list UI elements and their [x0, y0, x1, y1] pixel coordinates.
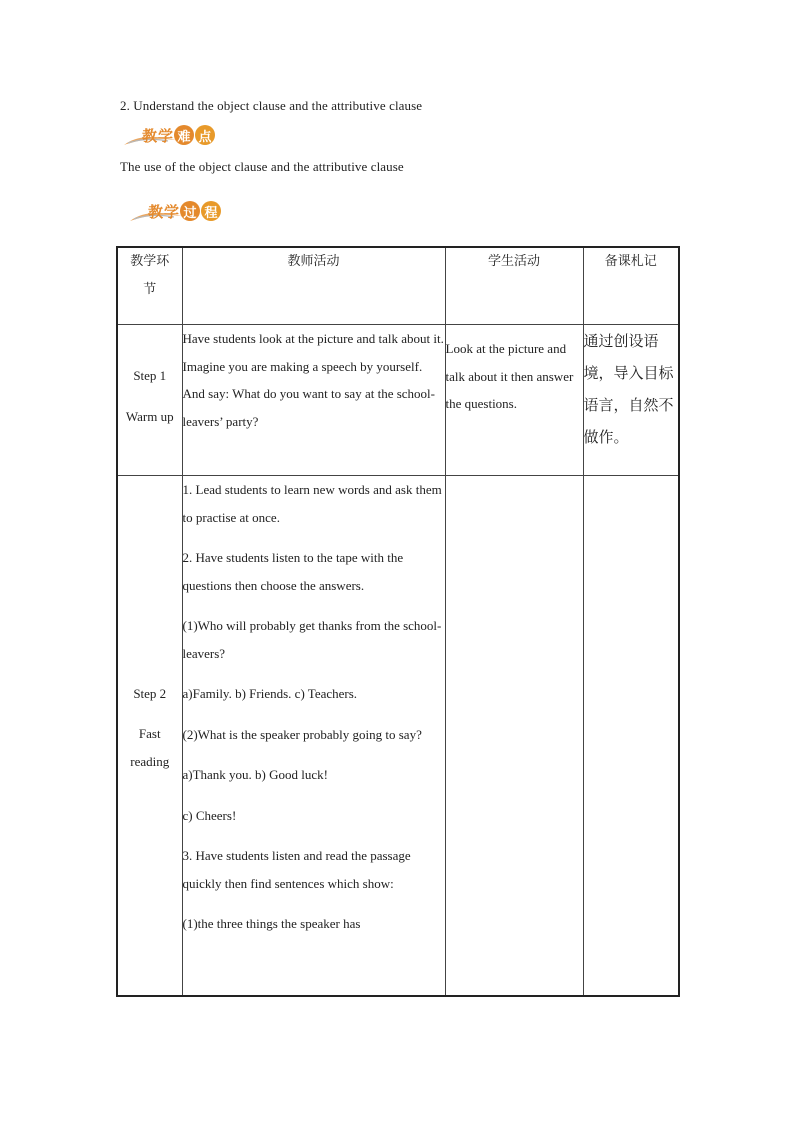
banner-char: 教	[148, 202, 164, 221]
banner-char: 学	[164, 202, 180, 221]
teacher-activity-text: Have students look at the picture and talk about it. Imagine you are making a speech by yourself. And say: What do you want to say at the school-leavers’ party?	[182, 331, 444, 429]
teacher-activity-cell	[182, 325, 445, 476]
header-teacher-activity: 教师活动	[182, 247, 445, 325]
table-row	[117, 476, 679, 996]
step-title: Warm up	[125, 409, 174, 424]
teacher-activity-text: 1. Lead students to learn new words and ask them to practise at once.	[182, 482, 442, 525]
header-prep-notes: 备课札记	[583, 247, 679, 325]
teacher-activity-text: (1)the three things the speaker has	[182, 916, 361, 931]
teaching-process-table	[116, 246, 680, 997]
prep-notes-cell	[583, 325, 679, 476]
teacher-activity-text: a)Thank you. b) Good luck!	[182, 767, 328, 782]
step-number: Step 1	[133, 368, 167, 383]
step-number: Step 2	[133, 686, 167, 701]
process-banner	[128, 197, 248, 225]
prep-notes-cell	[583, 476, 679, 996]
objective-2-text: 2. Understand the object clause and the attributive clause	[120, 98, 423, 113]
teacher-activity-text: 3. Have students listen and read the passage quickly then find sentences which show:	[182, 848, 411, 891]
teacher-activity-text: c) Cheers!	[182, 807, 237, 823]
student-activity-text: Look at the picture and talk about it then answer the questions.	[445, 341, 574, 411]
table-header-row	[117, 247, 679, 325]
header-teaching-step: 教学环节	[117, 247, 182, 325]
banner-char: 程	[201, 201, 221, 221]
prep-notes-text: 通过创设语境，导入目标语言，自然不做作。	[583, 332, 674, 446]
step-cell	[117, 325, 182, 476]
banner-char: 点	[195, 125, 215, 145]
banner-char: 难	[174, 125, 194, 145]
teacher-activity-text: a)Family. b) Friends. c) Teachers.	[182, 686, 358, 701]
teacher-activity-cell	[182, 476, 445, 996]
difficulty-banner	[122, 121, 242, 149]
student-activity-cell	[445, 476, 583, 996]
banner-char: 学	[158, 126, 174, 145]
banner-char: 教	[142, 126, 158, 145]
student-activity-cell	[445, 325, 583, 476]
banner-char: 过	[180, 201, 200, 221]
table-row	[117, 325, 679, 476]
teacher-activity-text: 2. Have students listen to the tape with the questions then choose the answers.	[182, 550, 404, 593]
header-student-activity: 学生活动	[445, 247, 583, 325]
step-cell	[117, 476, 182, 996]
teacher-activity-text: (2)What is the speaker probably going to say?	[182, 726, 422, 742]
teacher-activity-text: (1)Who will probably get thanks from the school-leavers?	[182, 618, 442, 661]
difficulty-text: The use of the object clause and the attributive clause	[120, 159, 404, 174]
step-title: Fast reading	[130, 726, 170, 769]
